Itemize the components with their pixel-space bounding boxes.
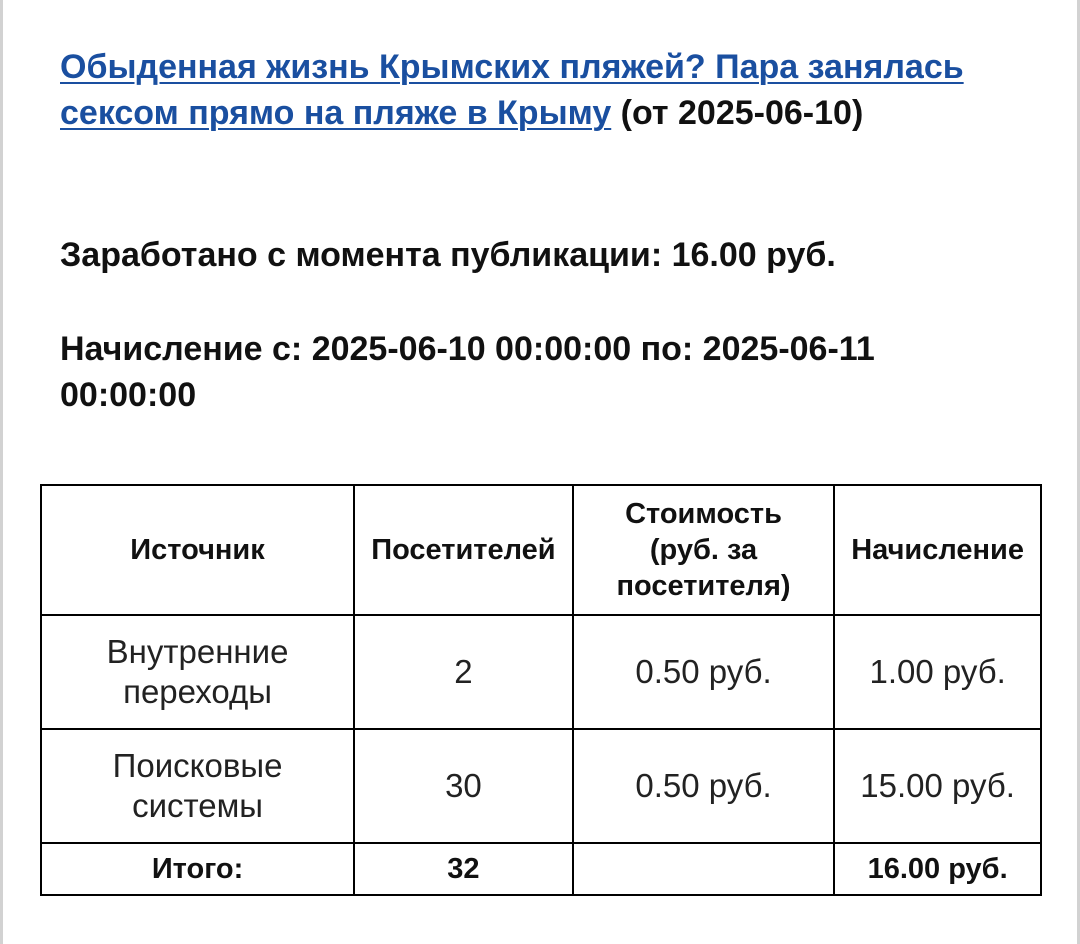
page-edge-left — [0, 0, 3, 944]
report-content — [60, 44, 1020, 414]
total-label: Итого: — [41, 843, 354, 895]
cell-source: Поисковые системы — [41, 729, 354, 843]
header-source: Источник — [41, 485, 354, 615]
total-accrual: 16.00 руб. — [834, 843, 1041, 895]
stats-table — [40, 484, 1042, 896]
article-headline — [60, 44, 1020, 136]
header-cost: Стоимость (руб. за посетителя) — [573, 485, 834, 615]
header-accrual: Начисление — [834, 485, 1041, 615]
table-total-row — [41, 843, 1041, 895]
header-visitors: Посетителей — [354, 485, 573, 615]
accrual-period: Начисление с: 2025-06-10 00:00:00 по: 2025-06-11 00:00:00 — [60, 330, 875, 414]
cell-accrual: 15.00 руб. — [834, 729, 1041, 843]
article-date: (от 2025-06-10) — [611, 94, 864, 132]
earned-since-publication: Заработано с момента публикации: 16.00 руб. — [60, 236, 836, 274]
cell-visitors: 30 — [354, 729, 573, 843]
cell-accrual: 1.00 руб. — [834, 615, 1041, 729]
total-cost — [573, 843, 834, 895]
table-row — [41, 615, 1041, 729]
table-header-row — [41, 485, 1041, 615]
cell-source: Внутренние переходы — [41, 615, 354, 729]
article-title-link[interactable]: Обыденная жизнь Крымских пляжей? Пара занялась сексом прямо на пляже в Крыму — [60, 48, 964, 132]
table-row — [41, 729, 1041, 843]
cell-cost: 0.50 руб. — [573, 615, 834, 729]
cell-visitors: 2 — [354, 615, 573, 729]
total-visitors: 32 — [354, 843, 573, 895]
cell-cost: 0.50 руб. — [573, 729, 834, 843]
